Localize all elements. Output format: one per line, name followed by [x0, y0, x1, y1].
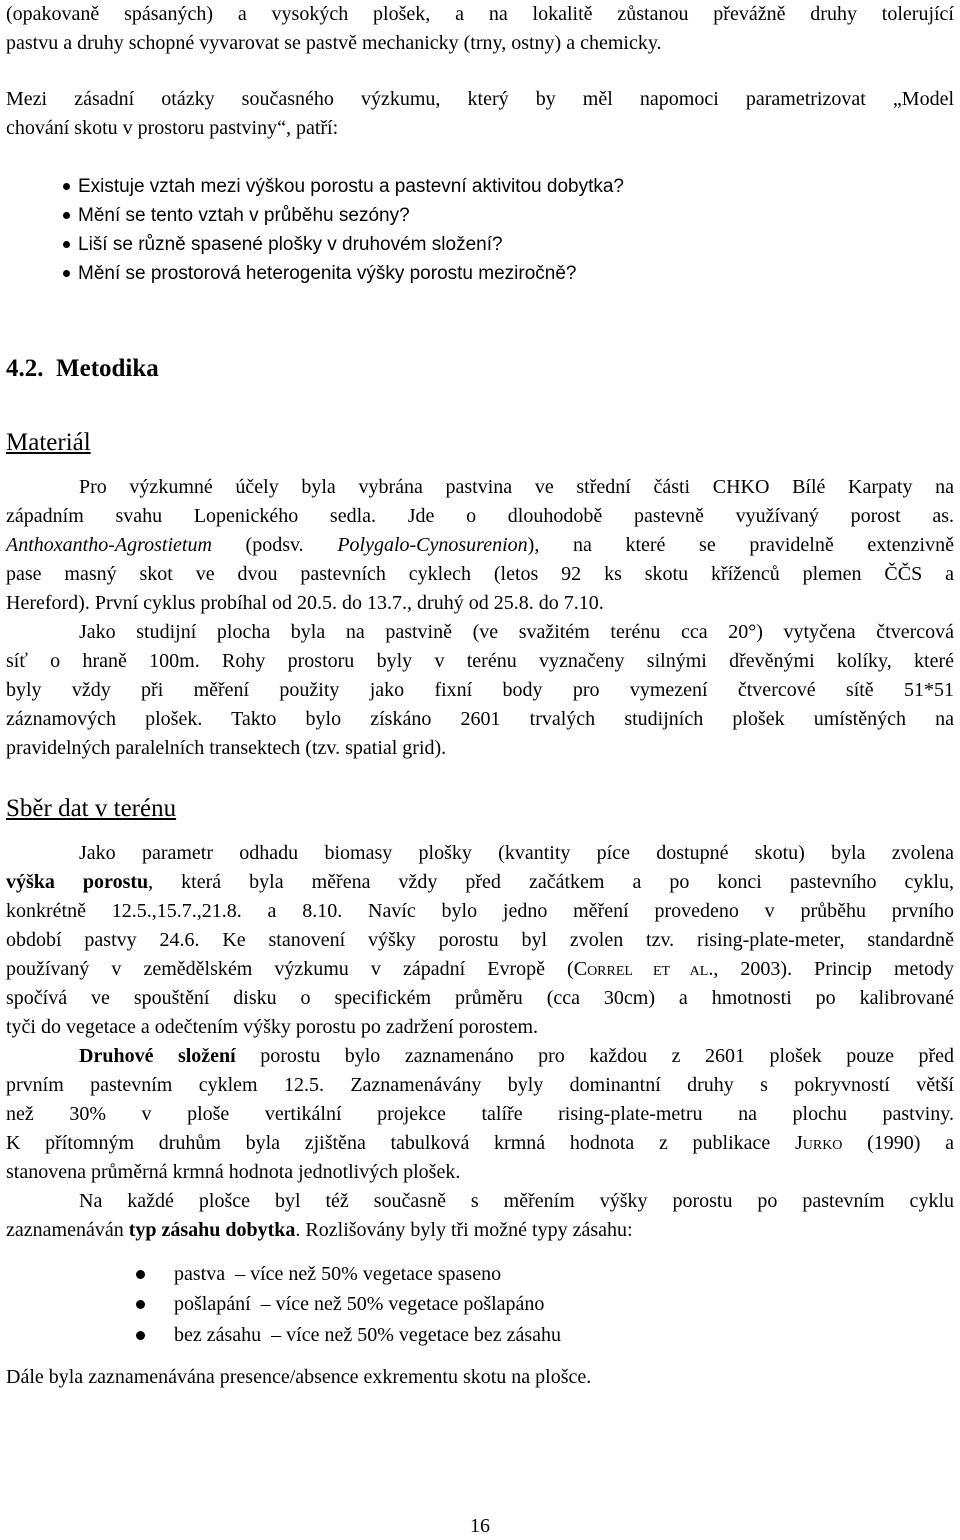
- text-run: K přítomným druhům byla zjištěna tabulková krmná hodnota z publikace J: [6, 1132, 803, 1154]
- paragraph-line: tyči do vegetace a odečtením výšky porostu po zadržení porostem.: [6, 1016, 539, 1038]
- author-smallcaps: URKO: [802, 1138, 843, 1153]
- text-run: . Rozlišovány byly tři možné typy zásahu:: [295, 1219, 633, 1241]
- bullet-icon: [63, 270, 70, 277]
- list-item: pošlapání – více než 50% vegetace pošlapáno: [174, 1293, 545, 1315]
- list-item: pastva – více než 50% vegetace spaseno: [174, 1263, 502, 1285]
- paragraph-line: než 30% v ploše vertikální projekce talíře rising-plate-metru na plochu pastviny.: [6, 1103, 954, 1125]
- bullet-icon: [136, 1300, 145, 1309]
- paragraph-line: Dále byla zaznamenávána presence/absence exkrementu skotu na plošce.: [6, 1366, 592, 1388]
- bullet-icon: [63, 183, 70, 190]
- list-item: bez zásahu – více než 50% vegetace bez zásahu: [174, 1324, 562, 1346]
- paragraph-line: konkrétně 12.5.,15.7.,21.8. a 8.10. Navíc bylo jedno měření provedeno v průběhu prvního: [6, 900, 954, 922]
- text-run: používaný v zemědělském výzkumu v západní Evropě (C: [6, 958, 588, 980]
- author-smallcaps: ORREL ET AL: [587, 964, 709, 979]
- bullet-icon: [63, 241, 70, 248]
- paragraph-line: síť o hraně 100m. Rohy prostoru byly v terénu vyznačeny silnými dřevěnými kolíky, které: [6, 650, 954, 672]
- intro-line: chování skotu v prostoru pastviny“, patří:: [6, 117, 339, 139]
- list-item: Mění se prostorová heterogenita výšky porostu meziročně?: [78, 263, 577, 284]
- section-heading: [6, 352, 159, 386]
- paragraph-line: pase masný skot ve dvou pastevních cyklech (letos 92 ks skotu kříženců plemen ČČS a: [6, 563, 954, 585]
- intro-line: pastvu a druhy schopné vyvarovat se pastvě mechanicky (trny, ostny) a chemicky.: [6, 32, 662, 54]
- document-page: [6, 0, 954, 1537]
- paragraph-line: Jako parametr odhadu biomasy plošky (kvantity píce dostupné skotu) byla zvolena: [79, 842, 954, 864]
- section-title: Metodika: [56, 355, 159, 382]
- text-run: zaznamenáván: [6, 1219, 129, 1241]
- paragraph-line: Pro výzkumné účely byla vybrána pastvina ve střední části CHKO Bílé Karpaty na: [79, 476, 954, 498]
- paragraph-line: [6, 955, 954, 986]
- bold-term: Druhové složení: [79, 1045, 236, 1067]
- paragraph-line: stanovena průměrná krmná hodnota jednotlivých plošek.: [6, 1161, 461, 1183]
- subheading-material: Materiál: [6, 429, 91, 456]
- text-run: ), na které se pravidelně extenzivně: [527, 534, 954, 556]
- species-name: Anthoxantho-Agrostietum: [6, 534, 212, 556]
- bullet-icon: [136, 1331, 145, 1340]
- page-number: 16: [470, 1515, 490, 1537]
- paragraph-line: [6, 531, 954, 560]
- text-run: (podsv.: [211, 534, 338, 556]
- paragraph-line: Jako studijní plocha byla na pastvině (ve svažitém terénu cca 20°) vytyčena čtvercová: [79, 621, 954, 643]
- paragraph-line: západním svahu Lopenického sedla. Jde o dlouhodobě pastevně využívaný porost as.: [6, 505, 954, 527]
- list-item: Existuje vztah mezi výškou porostu a pastevní aktivitou dobytka?: [78, 176, 624, 197]
- paragraph-line: byly vždy při měření použity jako fixní body pro vymezení čtvercové sítě 51*51: [6, 679, 954, 701]
- list-item: Liší se různě spasené plošky v druhovém složení?: [78, 234, 503, 255]
- paragraph-line: prvním pastevním cyklem 12.5. Zaznamenávány byly dominantní druhy s pokryvností větší: [6, 1074, 954, 1096]
- paragraph-line: období pastvy 24.6. Ke stanovení výšky porostu byl zvolen tzv. rising-plate-meter, standardně: [6, 929, 954, 951]
- paragraph-line: Hereford). První cyklus probíhal od 20.5. do 13.7., druhý od 25.8. do 7.10.: [6, 592, 604, 614]
- intro-line: (opakovaně spásaných) a vysokých plošek, a na lokalitě zůstanou převážně druhy tolerující: [6, 3, 954, 25]
- paragraph-line: spočívá ve spouštění disku o specifickém průměru (cca 30cm) a hmotnosti po kalibrované: [6, 987, 954, 1009]
- paragraph-line: [6, 1042, 954, 1071]
- text-run: , která byla měřena vždy před začátkem a po konci pastevního cyklu,: [148, 871, 954, 893]
- text-run: porostu bylo zaznamenáno pro každou z 2601 plošek pouze před: [235, 1045, 954, 1067]
- paragraph-line: pravidelných paralelních transektech (tzv. spatial grid).: [6, 737, 447, 759]
- paragraph-line: Na každé plošce byl též současně s měřením výšky porostu po pastevním cyklu: [79, 1190, 954, 1212]
- bold-term: výška porostu: [6, 871, 149, 893]
- bullet-icon: [63, 212, 70, 219]
- text-run: ., 2003). Princip metody: [708, 958, 954, 980]
- text-run: (1990) a: [842, 1132, 954, 1154]
- section-number: 4.2.: [6, 355, 44, 382]
- intro-line: Mezi zásadní otázky současného výzkumu, který by měl napomoci parametrizovat „Model: [6, 88, 954, 110]
- subheading-data-collection: Sběr dat v terénu: [6, 795, 177, 822]
- list-item: Mění se tento vztah v průběhu sezóny?: [78, 205, 410, 226]
- paragraph-line: záznamových plošek. Takto bylo získáno 2601 trvalých studijních plošek umístěných na: [6, 708, 954, 730]
- bold-term: typ zásahu dobytka: [128, 1219, 296, 1241]
- paragraph-line: [6, 868, 954, 897]
- species-name: Polygalo-Cynosurenion: [337, 534, 528, 556]
- paragraph-line: [6, 1216, 954, 1245]
- paragraph-line: [6, 1129, 954, 1160]
- bullet-icon: [136, 1270, 145, 1279]
